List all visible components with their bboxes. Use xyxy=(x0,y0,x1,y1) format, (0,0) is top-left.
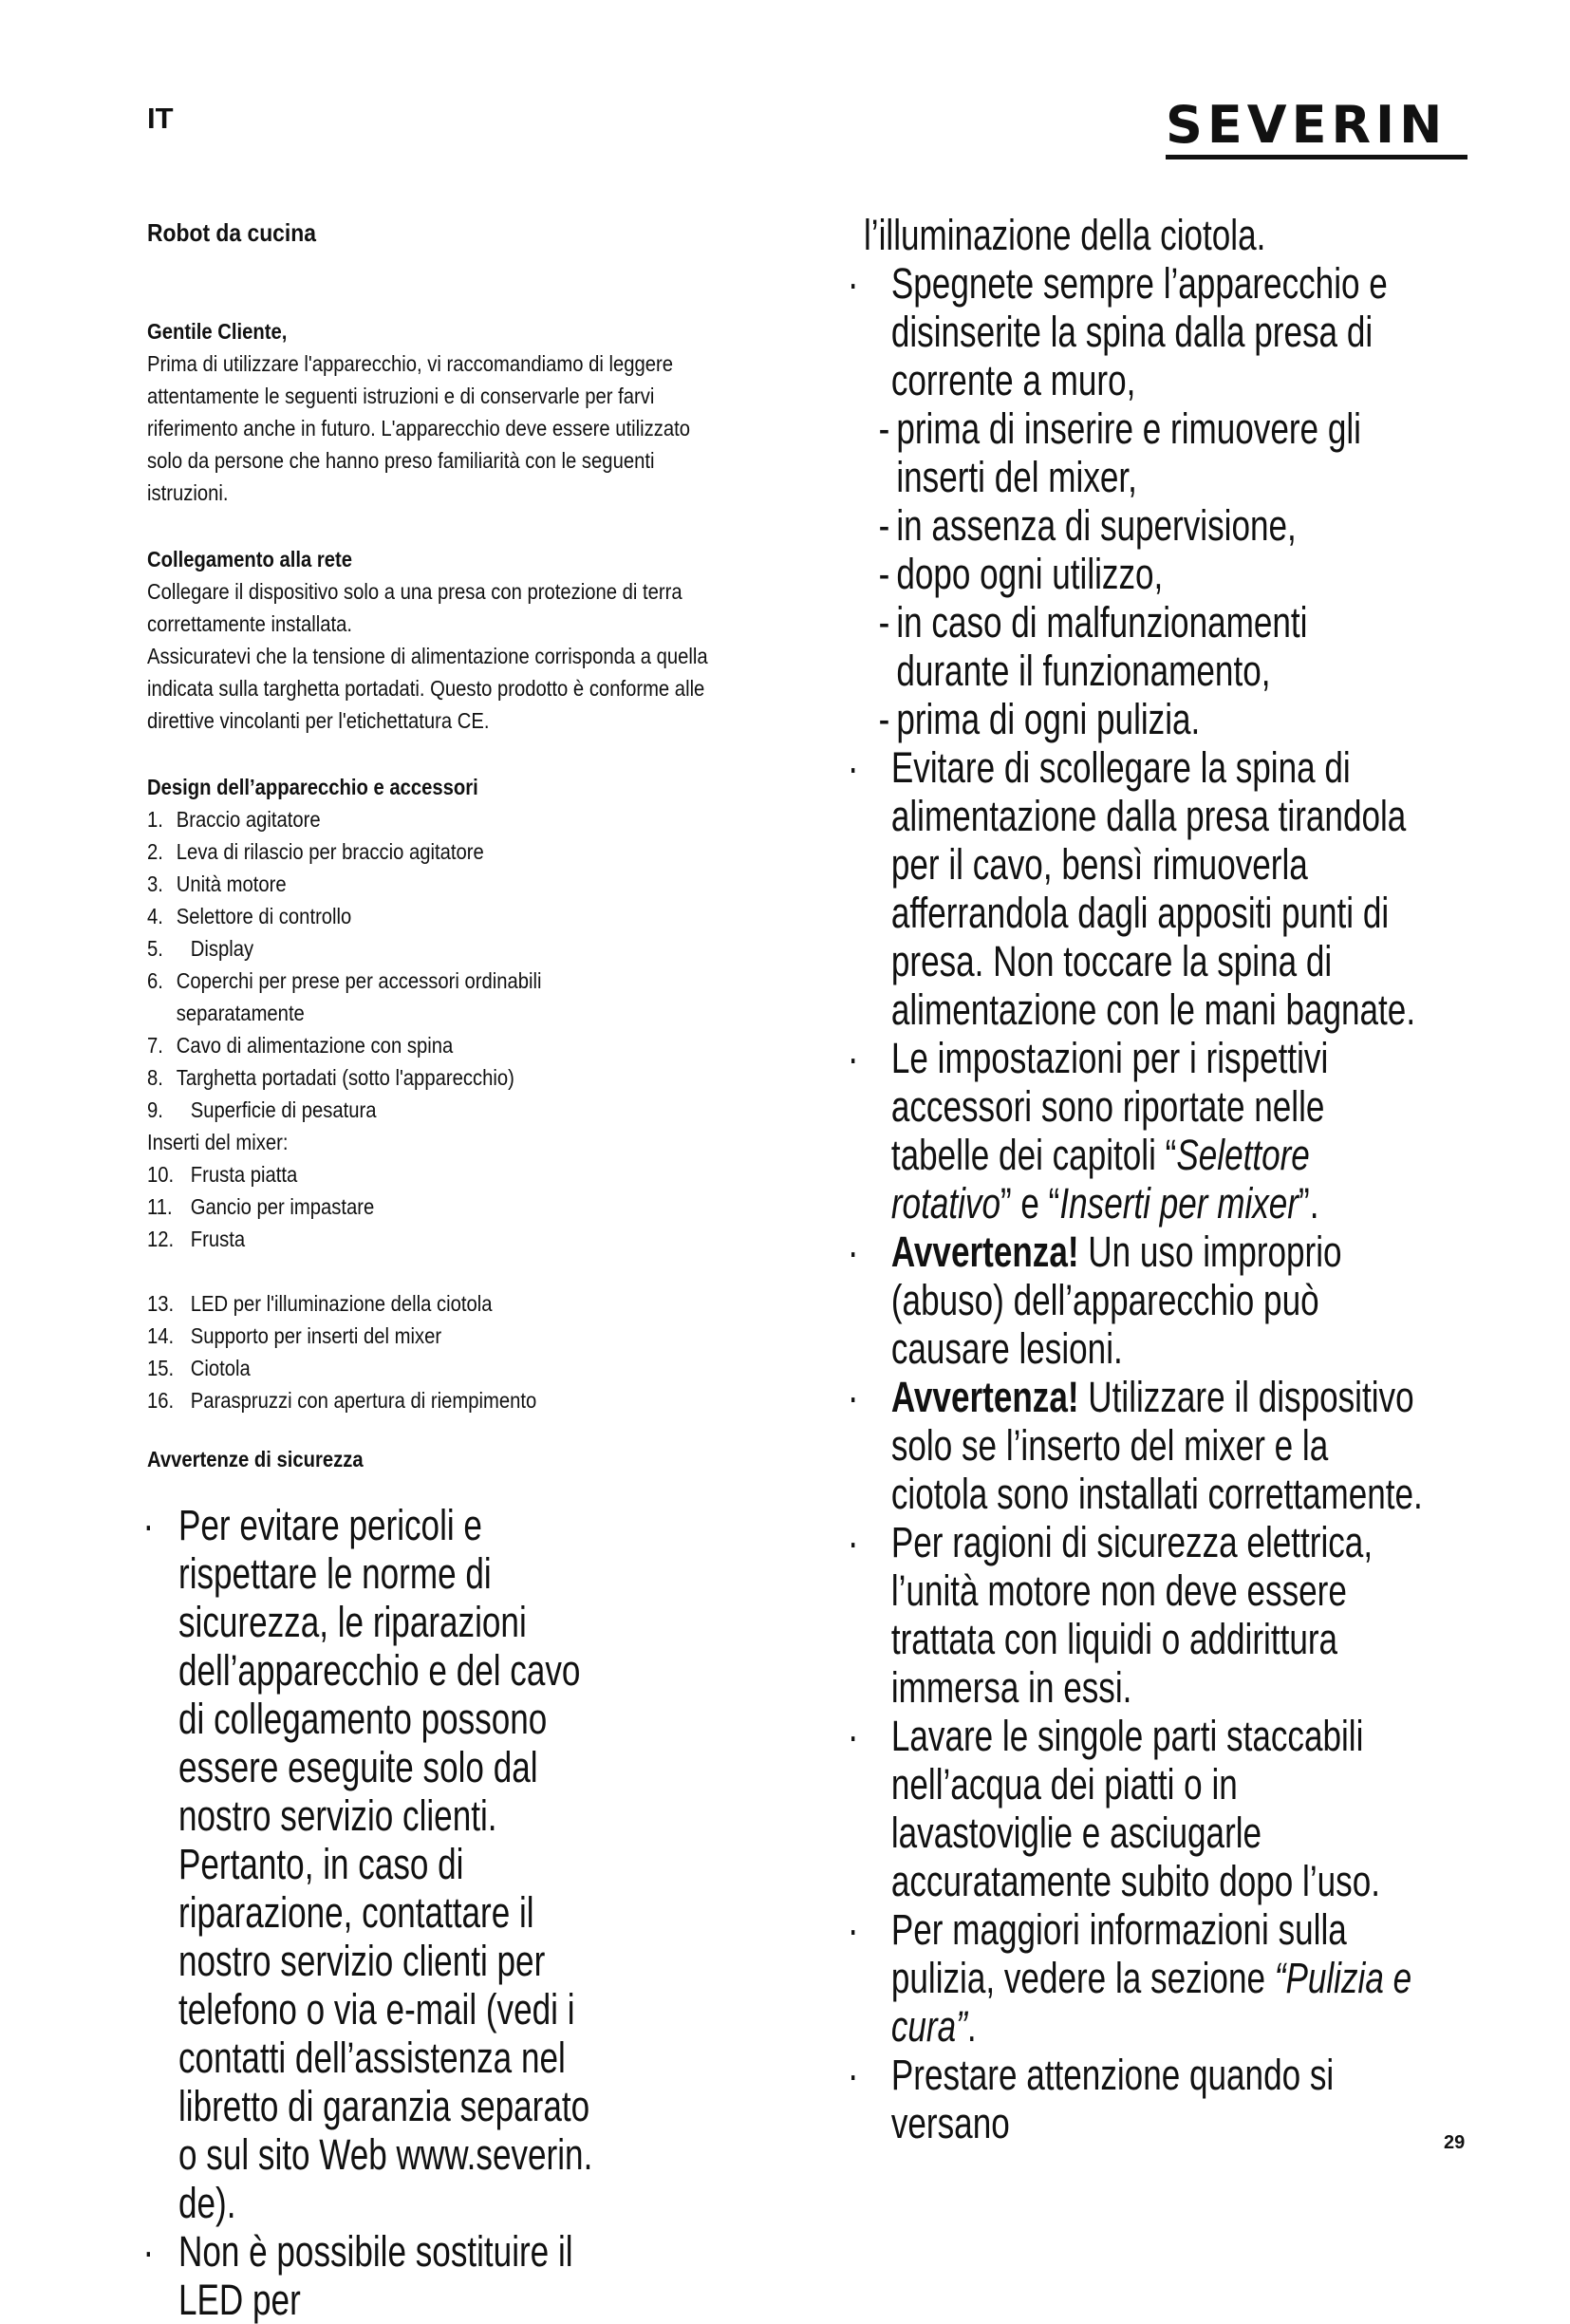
list-item: 16. Paraspruzzi con apertura di riempimento xyxy=(147,1388,537,1413)
bullet-icon: · xyxy=(847,2051,859,2099)
list-item: 1. Braccio agitatore xyxy=(147,807,321,832)
bullet-settings: · Le impostazioni per i rispettivi accessori sono riportate nelle tabelle dei capitoli “Selettore rotativo” e “Inserti per mixer”. xyxy=(847,1034,1329,1228)
list-item: 10. Frusta piatta xyxy=(147,1162,298,1187)
bullet-warning-misuse: · Avvertenza! Un uso improprio (abuso) dell’apparecchio può causare lesioni. xyxy=(847,1228,1342,1373)
mixer-list xyxy=(147,1158,723,1255)
mixer-label: Inserti del mixer: xyxy=(147,1130,289,1154)
list-item: 3. Unità motore xyxy=(147,872,287,896)
bullet-icon: · xyxy=(847,1712,859,1760)
bullet-icon: · xyxy=(847,1228,859,1276)
extra-list xyxy=(147,1287,723,1416)
document-title: Robot da cucina xyxy=(147,218,316,247)
network-text-1: Collegare il dispositivo solo a una presa con protezione di terra correttamente installata. xyxy=(147,579,682,636)
sub-item: - prima di inserire e rimuovere gli inserti del mixer, xyxy=(878,404,1361,501)
bullet-icon: · xyxy=(847,1905,859,1954)
design-list xyxy=(147,803,723,1126)
list-item: 6. Coperchi per prese per accessori ordinabili separatamente xyxy=(147,968,542,1025)
bullet-icon: · xyxy=(847,743,859,792)
bullet-icon: · xyxy=(847,1034,859,1082)
logo-underline xyxy=(1166,155,1467,159)
safety-bullet-2: · Non è possibile sostituire il LED per xyxy=(142,2227,573,2324)
bullet-electric: · Per ragioni di sicurezza elettrica, l’unità motore non deve essere trattata con liquidi o addirittura immersa in essi. xyxy=(847,1518,1374,1712)
safety-bullet-1: · Per evitare pericoli e rispettare le norme di sicurezza, le riparazioni dell’apparecchio e del cavo di collegamento possono essere eseguite solo dal nostro servizio clienti. Pertanto, in caso di riparazione, contattare il nostro servizio clienti per telefono o via e-mail (vedi i contatti dell’assistenza nel libretto di garanzia separato o sul sito Web www.severin. de). xyxy=(142,1501,593,2227)
network-text-2: Assicuratevi che la tensione di alimentazione corrisponda a quella indicata sulla targhetta portadati. Questo prodotto è conforme alle direttive vincolanti per l'etichettatura CE. xyxy=(147,644,708,733)
brand-name: SEVERIN xyxy=(1166,95,1448,155)
list-item: 5. Display xyxy=(147,936,254,961)
list-item: 7. Cavo di alimentazione con spina xyxy=(147,1033,454,1058)
severin-logo xyxy=(1166,95,1467,159)
list-item: 15. Ciotola xyxy=(147,1356,251,1380)
sub-item: - prima di ogni pulizia. xyxy=(878,695,1201,743)
bullet-washing: · Lavare le singole parti staccabili nell’acqua dei piatti o in lavastoviglie e asciugarle accuratamente subito dopo l’uso. xyxy=(847,1712,1380,1905)
bullet-switch-off: · Spegnete sempre l’apparecchio e disinserite la spina dalla presa di corrente a muro, xyxy=(847,259,1388,404)
bullet-icon: · xyxy=(847,1373,859,1421)
network-heading: Collegamento alla rete xyxy=(147,547,352,572)
bullet-icon: · xyxy=(142,1501,155,1549)
page-number: 29 xyxy=(1444,2132,1466,2153)
right-column xyxy=(847,211,1427,2147)
continuation: l’illuminazione della ciotola. xyxy=(864,211,1266,259)
list-item: 2. Leva di rilascio per braccio agitatore xyxy=(147,839,484,864)
list-item: 4. Selettore di controllo xyxy=(147,904,352,928)
list-item: 11. Gancio per impastare xyxy=(147,1194,375,1219)
bullet-icon: · xyxy=(847,1518,859,1566)
bullet-plug: · Evitare di scollegare la spina di alimentazione dalla presa tirandola per il cavo, bensì rimuoverla afferrandola dagli appositi punti di presa. Non toccare la spina di alimentazione con le mani bagnate. xyxy=(847,743,1416,1034)
safety-heading: Avvertenze di sicurezza xyxy=(147,1447,364,1471)
language-code: IT xyxy=(147,102,174,135)
bullet-pouring: · Prestare attenzione quando si versano xyxy=(847,2051,1335,2147)
list-item: 13. LED per l'illuminazione della ciotola xyxy=(147,1291,493,1316)
bullet-icon: · xyxy=(142,2227,155,2276)
left-column xyxy=(147,216,723,1475)
intro-paragraph: Prima di utilizzare l'apparecchio, vi raccomandiamo di leggere attentamente le seguenti istruzioni e di conservarle per farvi riferimento anche in futuro. L'apparecchio deve essere utilizzato solo da persone che hanno preso familiarità con le seguenti istruzioni. xyxy=(147,351,691,505)
design-heading: Design dell’apparecchio e accessori xyxy=(147,775,478,799)
list-item: 14. Supporto per inserti del mixer xyxy=(147,1323,442,1348)
sub-item: - dopo ogni utilizzo, xyxy=(878,550,1164,598)
greeting: Gentile Cliente, xyxy=(147,319,288,344)
list-item: 12. Frusta xyxy=(147,1227,246,1251)
safety-left xyxy=(142,1501,593,2324)
bullet-warning-install: · Avvertenza! Utilizzare il dispositivo solo se l’inserto del mixer e la ciotola sono installati correttamente. xyxy=(847,1373,1423,1518)
list-item: 9. Superficie di pesatura xyxy=(147,1097,377,1122)
sub-item: - in caso di malfunzionamenti durante il funzionamento, xyxy=(878,598,1308,695)
sub-item: - in assenza di supervisione, xyxy=(878,501,1297,550)
bullet-cleaning-info: · Per maggiori informazioni sulla pulizia, vedere la sezione “Pulizia e cura”. xyxy=(847,1905,1412,2051)
bullet-icon: · xyxy=(847,259,859,308)
list-item: 8. Targhetta portadati (sotto l'apparecchio) xyxy=(147,1065,514,1090)
